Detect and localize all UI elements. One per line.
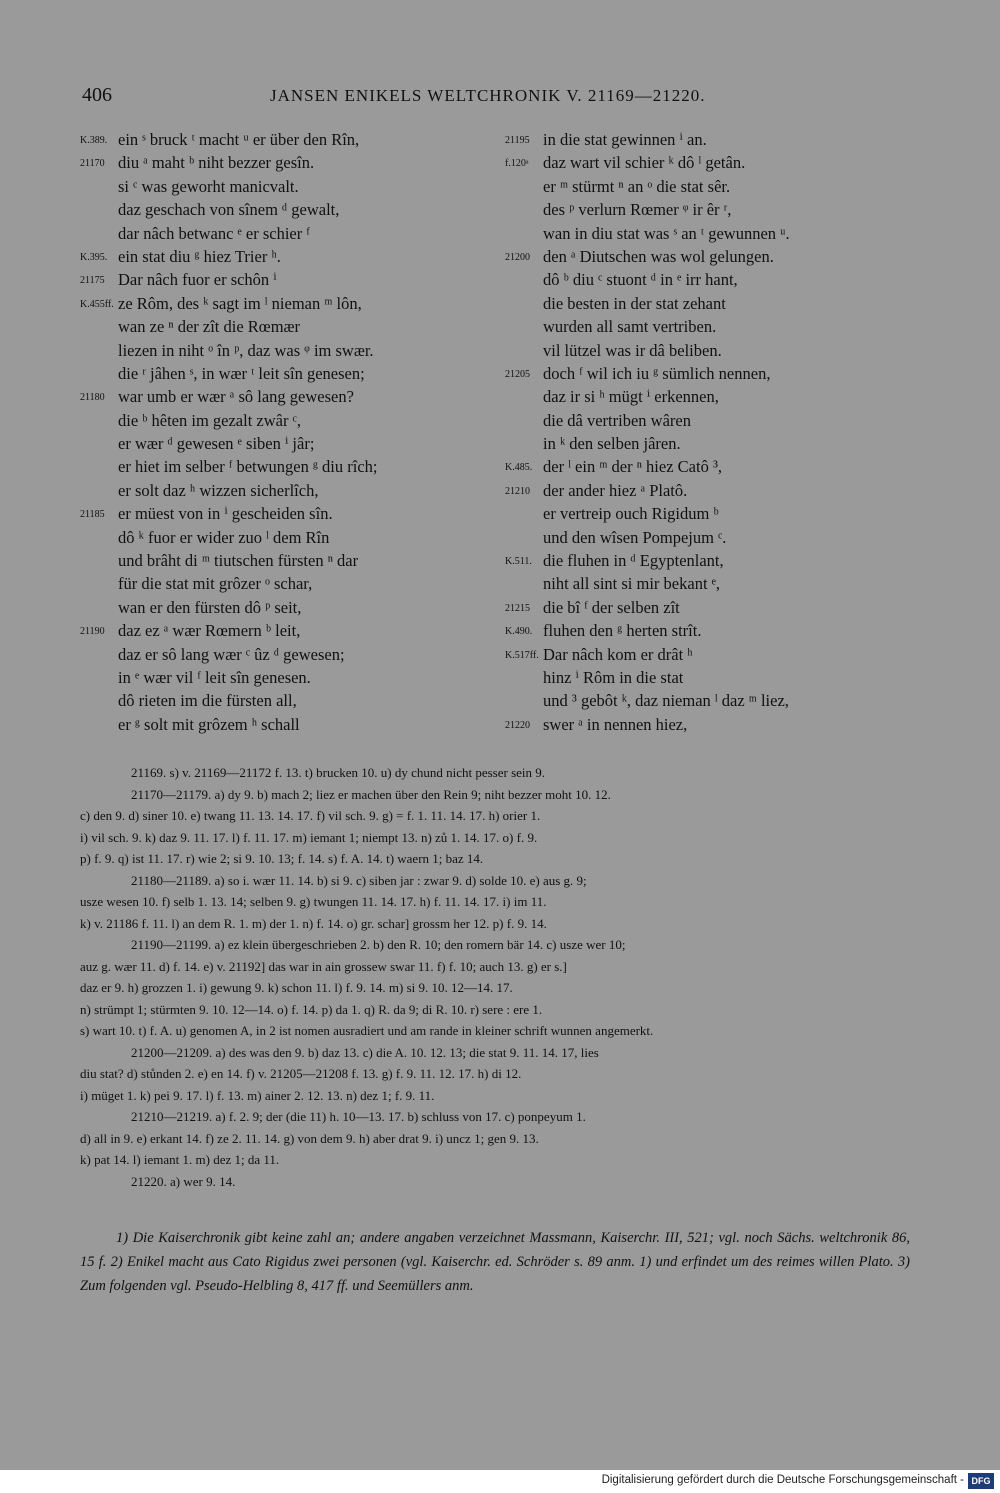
line-marker: 21205 bbox=[505, 368, 530, 380]
line-marker: K.389. bbox=[80, 135, 108, 146]
verse-line bbox=[505, 432, 925, 455]
verse-line bbox=[505, 128, 925, 151]
line-marker: K.485. bbox=[505, 462, 533, 474]
note-line: i) vil sch. 9. k) daz 9. 11. 17. l) f. 11. 17. m) iemant 1; niempt 13. n) zů 1. 14. 17. o) f. 9. bbox=[80, 829, 538, 845]
verse-text: die ʳ jâhen ˢ, in wær ᵗ leit sîn genesen; bbox=[118, 363, 365, 383]
verse-line bbox=[80, 292, 500, 315]
verse-text: er ᵍ solt mit grôzem ʰ schall bbox=[118, 714, 300, 734]
line-marker: 21215 bbox=[505, 602, 530, 614]
verse-line bbox=[505, 549, 925, 572]
verse-text: die fluhen in ᵈ Egyptenlant, bbox=[543, 551, 724, 571]
verse-text: wan ze ⁿ der zît die Rœmær bbox=[118, 317, 301, 337]
verse-line bbox=[505, 268, 925, 291]
verse-line bbox=[505, 151, 925, 174]
verse-text: in ᵉ wær vil ᶠ leit sîn genesen. bbox=[118, 667, 311, 687]
verse-text: die besten in der stat zehant bbox=[543, 293, 726, 313]
verse-text: die dâ vertriben wâren bbox=[543, 410, 691, 430]
verse-text: des ᵖ verlurn Rœmer ᵠ ir êr ʳ, bbox=[543, 200, 732, 220]
verse-line bbox=[80, 315, 500, 338]
verse-line bbox=[505, 619, 925, 642]
apparatus-notes bbox=[80, 762, 910, 1192]
verse-line bbox=[80, 128, 500, 151]
verse-text: ein stat diu ᵍ hiez Trier ʰ. bbox=[118, 246, 281, 266]
page-number: 406 bbox=[82, 84, 112, 106]
verse-text: Dar nâch kom er drât ʰ bbox=[543, 644, 693, 664]
verse-text: ze Rôm, des ᵏ sagt im ˡ nieman ᵐ lôn, bbox=[118, 293, 362, 313]
verse-line bbox=[80, 339, 500, 362]
note-line: 21180—21189. a) so i. wær 11. 14. b) si 9. c) siben jar : zwar 9. d) solde 10. e) aus g. 9; bbox=[131, 872, 587, 888]
verse-text: dô ᵇ diu ᶜ stuont ᵈ in ᵉ irr hant, bbox=[543, 270, 738, 290]
line-marker: K.455ff. bbox=[80, 298, 114, 310]
page-header bbox=[80, 84, 930, 110]
line-marker: 21180 bbox=[80, 392, 105, 404]
verse-text: fluhen den ᵍ herten strît. bbox=[543, 621, 702, 641]
verse-text: und ³ gebôt ᵏ, daz nieman ˡ daz ᵐ liez, bbox=[543, 691, 789, 711]
verse-text: daz ez ᵃ wær Rœmern ᵇ leit, bbox=[118, 621, 301, 641]
verse-line bbox=[80, 713, 500, 736]
note-line: 21200—21209. a) des was den 9. b) daz 13. c) die A. 10. 12. 13; die stat 9. 11. 14. 17, lies bbox=[131, 1044, 599, 1060]
verse-line bbox=[505, 572, 925, 595]
verse-line bbox=[505, 596, 925, 619]
verse-line bbox=[505, 502, 925, 525]
verse-text: diu ᵃ maht ᵇ niht bezzer gesîn. bbox=[118, 153, 315, 173]
line-marker: 21170 bbox=[80, 158, 105, 170]
note-line: auz g. wær 11. d) f. 14. e) v. 21192] das war in ain grossew swar 11. f) f. 10; auch 13. g) er s.] bbox=[80, 958, 567, 974]
verse-text: Dar nâch fuor er schôn ⁱ bbox=[118, 270, 277, 290]
verse-line bbox=[80, 549, 500, 572]
verse-text: und brâht di ᵐ tiutschen fürsten ⁿ dar bbox=[118, 551, 359, 571]
verse-line bbox=[505, 643, 925, 666]
verse-text: wan in diu stat was ˢ an ᵗ gewunnen ᵘ. bbox=[543, 223, 790, 243]
note-line: 21190—21199. a) ez klein übergeschrieben 2. b) den R. 10; den romern bär 14. c) usze wer 10; bbox=[131, 937, 626, 952]
verse-text: er hiet im selber ᶠ betwungen ᵍ diu rîch; bbox=[118, 457, 378, 477]
verse-text: der ˡ ein ᵐ der ⁿ hiez Catô ³, bbox=[543, 457, 723, 477]
verse-line bbox=[80, 222, 500, 245]
right-verse-column bbox=[505, 128, 925, 736]
note-line: usze wesen 10. f) selb 1. 13. 14; selben 9. g) twungen 11. 14. 17. h) f. 11. 14. 17. i) im 11. bbox=[80, 894, 547, 909]
verse-text: wan er den fürsten dô ᵖ seit, bbox=[118, 597, 302, 617]
footnotes bbox=[80, 1226, 910, 1298]
verse-line bbox=[505, 479, 925, 502]
note-line: daz er 9. h) grozzen 1. i) gewung 9. k) schon 11. l) f. 9. 14. m) si 9. 10. 12—14. 17. bbox=[80, 980, 513, 995]
verse-line bbox=[80, 432, 500, 455]
verse-line bbox=[80, 596, 500, 619]
verse-text: liezen in niht ᵒ în ᵖ, daz was ᵠ im swær. bbox=[118, 340, 374, 360]
verse-line bbox=[80, 151, 500, 174]
verse-line bbox=[505, 315, 925, 338]
line-marker: f.120ᵃ bbox=[505, 158, 529, 170]
line-marker: 21175 bbox=[80, 275, 105, 287]
footnotes-text: 1) Die Kaiserchronik gibt keine zahl an; andere angaben verzeichnet Massmann, Kaiserchr. III, 521; vgl. noch Sächs. weltchronik 86, 15 f. 2) Enikel macht aus Cato Rigidus zwei personen (vgl. Kaiserchr. ed. Schröder s. 89 anm. 1) und erfindet um des reimes willen Plato. 3) Zum folgenden vgl. Pseudo-Helbling 8, 417 ff. und Seemüllers anm. bbox=[80, 1230, 910, 1294]
verse-text: daz er sô lang wær ᶜ ûz ᵈ gewesen; bbox=[118, 644, 345, 664]
verse-line bbox=[505, 455, 925, 478]
note-line: 21170—21179. a) dy 9. b) mach 2; liez er machen über den Rein 9; niht bezzer moht 10. 12. bbox=[131, 786, 611, 802]
running-title: JANSEN ENIKELS WELTCHRONIK V. 21169—21220. bbox=[270, 86, 706, 105]
verse-line bbox=[505, 526, 925, 549]
verse-text: er vertreip ouch Rigidum ᵇ bbox=[543, 504, 719, 524]
verse-line bbox=[80, 526, 500, 549]
note-line: s) wart 10. t) f. A. u) genomen A, in 2 ist nomen ausradiert und am rande in kleiner schrift wunnen angemerkt. bbox=[80, 1023, 654, 1038]
verse-text: dô ᵏ fuor er wider zuo ˡ dem Rîn bbox=[118, 527, 330, 547]
verse-line bbox=[505, 245, 925, 268]
verse-text: daz geschach von sînem ᵈ gewalt, bbox=[118, 200, 340, 220]
verse-text: die ᵇ hêten im gezalt zwâr ᶜ, bbox=[118, 410, 301, 430]
verse-line bbox=[80, 409, 500, 432]
dfg-logo: DFG bbox=[968, 1473, 994, 1489]
verse-text: er müest von in ⁱ gescheiden sîn. bbox=[118, 504, 333, 524]
line-marker: K.395. bbox=[80, 251, 108, 263]
verse-line bbox=[80, 385, 500, 408]
verse-text: niht all sint si mir bekant ᵉ, bbox=[543, 574, 721, 594]
footer-bar bbox=[0, 1470, 1000, 1493]
verse-text: in ᵏ den selben jâren. bbox=[543, 434, 681, 454]
verse-line bbox=[505, 666, 925, 689]
verse-text: daz wart vil schier ᵏ dô ˡ getân. bbox=[543, 153, 746, 173]
verse-text: den ᵃ Diutschen was wol gelungen. bbox=[543, 246, 774, 266]
verse-line bbox=[80, 479, 500, 502]
line-marker: K.517ff. bbox=[505, 649, 539, 661]
note-line: k) v. 21186 f. 11. l) an dem R. 1. m) der 1. n) f. 14. o) gr. schar] grossm her 12. p) f. 9. 14. bbox=[80, 915, 547, 931]
verse-line bbox=[80, 268, 500, 291]
verse-line bbox=[80, 502, 500, 525]
verse-text: dar nâch betwanc ᵉ er schier ᶠ bbox=[118, 223, 310, 243]
verse-text: war umb er wær ᵃ sô lang gewesen? bbox=[118, 387, 354, 407]
note-line: 21210—21219. a) f. 2. 9; der (die 11) h. 10—13. 17. b) schluss von 17. c) ponpeyum 1. bbox=[131, 1109, 586, 1124]
verse-text: in die stat gewinnen ⁱ an. bbox=[543, 130, 707, 149]
verse-line bbox=[505, 362, 925, 385]
verse-text: der ander hiez ᵃ Platô. bbox=[543, 480, 688, 500]
verse-line bbox=[80, 245, 500, 268]
verse-text: doch ᶠ wil ich iu ᵍ sümlich nennen, bbox=[543, 363, 771, 383]
verse-line bbox=[80, 619, 500, 642]
verse-line bbox=[80, 198, 500, 221]
verse-line bbox=[505, 339, 925, 362]
verse-text: die bî ᶠ der selben zît bbox=[543, 597, 680, 617]
verse-text: daz ir si ʰ mügt ⁱ erkennen, bbox=[543, 387, 719, 407]
verse-line bbox=[80, 643, 500, 666]
verse-text: er wær ᵈ gewesen ᵉ siben ⁱ jâr; bbox=[118, 434, 315, 454]
line-marker: 21210 bbox=[505, 485, 530, 497]
line-marker: 21220 bbox=[505, 719, 530, 731]
line-marker: K.511. bbox=[505, 556, 532, 568]
note-line: p) f. 9. q) ist 11. 17. r) wie 2; si 9. 10. 13; f. 14. s) f. A. 14. t) waern 1; baz 14. bbox=[80, 851, 484, 866]
verse-text: er ᵐ stürmt ⁿ an ᵒ die stat sêr. bbox=[543, 176, 731, 196]
line-marker: 21195 bbox=[505, 135, 530, 146]
verse-line bbox=[80, 666, 500, 689]
verse-text: und den wîsen Pompejum ᶜ. bbox=[543, 527, 727, 547]
verse-text: hinz ⁱ Rôm in die stat bbox=[543, 667, 684, 687]
verse-line bbox=[505, 713, 925, 736]
verse-text: ein ˢ bruck ᵗ macht ᵘ er über den Rîn, bbox=[118, 130, 360, 149]
verse-line bbox=[80, 455, 500, 478]
line-marker: 21190 bbox=[80, 626, 105, 638]
note-line: k) pat 14. l) iemant 1. m) dez 1; da 11. bbox=[80, 1152, 280, 1167]
verse-line bbox=[80, 362, 500, 385]
verse-line bbox=[505, 292, 925, 315]
note-line: 21169. s) v. 21169—21172 f. 13. t) brucken 10. u) dy chund nicht pesser sein 9. bbox=[131, 765, 546, 780]
verse-line bbox=[80, 572, 500, 595]
verse-text: si ᶜ was geworht manicvalt. bbox=[118, 176, 299, 196]
note-line: c) den 9. d) siner 10. e) twang 11. 13. 14. 17. f) vil sch. 9. g) = f. 1. 11. 14. 17. h) orier 1. bbox=[80, 808, 541, 823]
note-line: diu stat? d) stůnden 2. e) en 14. f) v. 21205—21208 f. 13. g) f. 9. 11. 12. 17. h) di 12. bbox=[80, 1066, 522, 1081]
verse-line bbox=[505, 385, 925, 408]
verse-text: wurden all samt vertriben. bbox=[543, 317, 717, 337]
line-marker: 21185 bbox=[80, 509, 105, 521]
verse-line bbox=[505, 198, 925, 221]
left-verse-column bbox=[80, 128, 500, 736]
verse-line bbox=[80, 689, 500, 712]
verse-text: vil lützel was ir dâ beliben. bbox=[543, 340, 722, 360]
note-line: d) all in 9. e) erkant 14. f) ze 2. 11. 14. g) von dem 9. h) aber drat 9. i) uncz 1; gen 9. 13. bbox=[80, 1130, 539, 1146]
verse-line bbox=[505, 175, 925, 198]
verse-line bbox=[505, 689, 925, 712]
verse-line bbox=[505, 409, 925, 432]
line-marker: 21200 bbox=[505, 251, 530, 263]
verse-line bbox=[505, 222, 925, 245]
funding-note: Digitalisierung gefördert durch die Deutsche Forschungsgemeinschaft - bbox=[601, 1474, 964, 1486]
verse-text: dô rieten im die fürsten all, bbox=[118, 691, 297, 711]
verse-text: swer ᵃ in nennen hiez, bbox=[543, 714, 688, 734]
verse-line bbox=[80, 175, 500, 198]
note-line: i) müget 1. k) pei 9. 17. l) f. 13. m) ainer 2. 12. 13. n) dez 1; f. 9. 11. bbox=[80, 1087, 435, 1103]
verse-text: für die stat mit grôzer ᵒ schar, bbox=[118, 574, 313, 594]
note-line: n) strümpt 1; stürmten 9. 10. 12—14. o) f. 14. p) da 1. q) R. da 9; di R. 10. r) sere : ere 1. bbox=[80, 1001, 543, 1017]
line-marker: K.490. bbox=[505, 626, 533, 638]
verse-text: er solt daz ʰ wizzen sicherlîch, bbox=[118, 480, 319, 500]
note-line: 21220. a) wer 9. 14. bbox=[131, 1173, 236, 1189]
